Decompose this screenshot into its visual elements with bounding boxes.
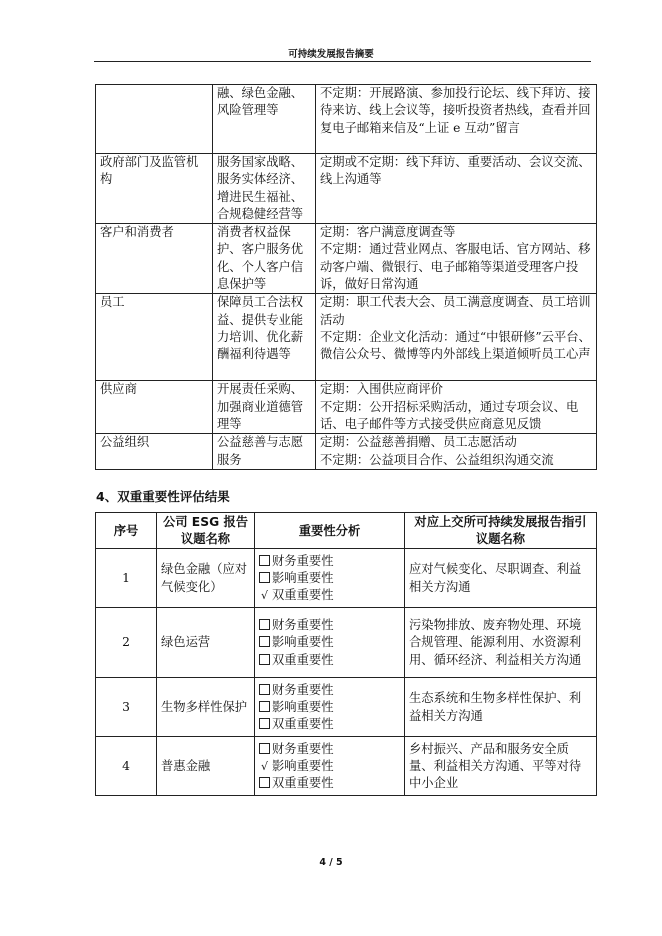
option-label: 财务重要性: [272, 741, 334, 756]
channel-line: 定期或不定期：线下拜访、重要活动、会议交流、线上沟通等: [320, 155, 591, 187]
channel-line: 不定期：开展路演、参加投行论坛、线下拜访、接待来访、线上会议等，接听投资者热线，查看并回复电子邮箱来信及“上证 e 互动”留言: [320, 86, 591, 135]
option-label: 财务重要性: [272, 618, 334, 633]
materiality-option: [259, 634, 400, 651]
header-no: 序号: [96, 513, 157, 549]
option-label: 财务重要性: [272, 553, 334, 568]
materiality-row: [96, 549, 597, 608]
empty-checkbox-icon: [259, 743, 270, 754]
channel-line: 定期：入围供应商评价: [320, 382, 443, 397]
topic-name: 绿色金融（应对气候变化）: [157, 549, 255, 608]
stakeholder-name: 客户和消费者: [96, 224, 213, 294]
page-number: 4 / 5: [319, 857, 343, 868]
materiality-option: [259, 587, 400, 604]
stakeholder-channels: [316, 85, 597, 154]
option-label: 双重重要性: [272, 588, 334, 603]
channel-line: 不定期：企业文化活动：通过“中银研修”云平台、微信公众号、微博等内外部线上渠道倾听员工心声: [320, 329, 591, 362]
stakeholder-name: 员工: [96, 294, 213, 381]
row-number: 1: [96, 549, 157, 608]
materiality-header-row: [96, 513, 597, 549]
stakeholder-focus: 服务国家战略、服务实体经济、增进民生福祉、合规稳健经营等: [213, 154, 316, 224]
materiality-row: [96, 678, 597, 737]
empty-checkbox-icon: [259, 701, 270, 712]
stakeholder-focus: 融、绿色金融、风险管理等: [213, 85, 316, 154]
empty-checkbox-icon: [259, 619, 270, 630]
materiality-option: [259, 682, 400, 699]
materiality-analysis: [255, 678, 405, 737]
materiality-option: [259, 716, 400, 733]
stakeholder-row: [96, 294, 597, 381]
stakeholder-channels: [316, 154, 597, 224]
option-label: 影响重要性: [272, 570, 334, 585]
channel-line: 定期：客户满意度调查等: [320, 225, 456, 240]
channel-line: 定期：职工代表大会、员工满意度调查、员工培训活动: [320, 295, 591, 327]
row-number: 3: [96, 678, 157, 737]
empty-checkbox-icon: [259, 636, 270, 647]
option-label: 双重重要性: [272, 717, 334, 732]
header-divider: [94, 61, 591, 62]
materiality-table: [95, 512, 597, 796]
empty-checkbox-icon: [259, 684, 270, 695]
option-label: 财务重要性: [272, 682, 334, 697]
materiality-analysis: [255, 737, 405, 796]
header-topic: 公司 ESG 报告议题名称: [157, 513, 255, 549]
channel-line: 不定期：通过营业网点、客服电话、官方网站、移动客户端、微银行、电子邮箱等渠道受理客户投诉，做好日常沟通: [320, 242, 591, 292]
option-label: 影响重要性: [272, 635, 334, 650]
option-label: 影响重要性: [272, 699, 334, 714]
guideline-topic: 污染物排放、废弃物处理、环境合规管理、能源利用、水资源利用、循环经济、利益相关方沟通: [405, 608, 597, 678]
header-analysis: 重要性分析: [255, 513, 405, 549]
option-label: 影响重要性: [272, 758, 334, 773]
topic-name: 生物多样性保护: [157, 678, 255, 737]
row-number: 4: [96, 737, 157, 796]
materiality-option: [259, 570, 400, 587]
guideline-topic: 生态系统和生物多样性保护、利益相关方沟通: [405, 678, 597, 737]
channel-line: 定期：公益慈善捐赠、员工志愿活动: [320, 435, 517, 450]
stakeholder-focus: 开展责任采购、加强商业道德管理等: [213, 381, 316, 434]
empty-checkbox-icon: [259, 654, 270, 665]
stakeholder-row: [96, 381, 597, 434]
stakeholder-channels: [316, 224, 597, 294]
option-label: 双重重要性: [272, 652, 334, 667]
materiality-option: [259, 741, 400, 758]
empty-checkbox-icon: [259, 777, 270, 788]
materiality-option: [259, 652, 400, 669]
stakeholder-focus: 保障员工合法权益、提供专业能力培训、优化薪酬福利待遇等: [213, 294, 316, 381]
stakeholder-focus: 消费者权益保护、客户服务优化、个人客户信息保护等: [213, 224, 316, 294]
empty-checkbox-icon: [259, 718, 270, 729]
materiality-option: [259, 617, 400, 634]
stakeholder-name: 政府部门及监管机构: [96, 154, 213, 224]
header-guideline: 对应上交所可持续发展报告指引议题名称: [405, 513, 597, 549]
guideline-topic: 应对气候变化、尽职调查、利益相关方沟通: [405, 549, 597, 608]
checkmark-icon: √: [260, 589, 268, 603]
materiality-option: [259, 775, 400, 792]
stakeholder-row: [96, 85, 597, 154]
stakeholder-name: 公益组织: [96, 434, 213, 470]
stakeholder-channels: [316, 434, 597, 470]
guideline-topic: 乡村振兴、产品和服务安全质量、利益相关方沟通、平等对待中小企业: [405, 737, 597, 796]
materiality-option: [259, 553, 400, 570]
topic-name: 绿色运营: [157, 608, 255, 678]
empty-checkbox-icon: [259, 572, 270, 583]
stakeholder-row: [96, 434, 597, 470]
materiality-row: [96, 608, 597, 678]
stakeholder-name: [96, 85, 213, 154]
page-header-title: 可持续发展报告摘要: [288, 49, 374, 60]
materiality-analysis: [255, 608, 405, 678]
section-heading: 4、双重重要性评估结果: [96, 489, 230, 504]
option-label: 双重重要性: [272, 776, 334, 791]
topic-name: 普惠金融: [157, 737, 255, 796]
stakeholder-channels: [316, 294, 597, 381]
materiality-row: [96, 737, 597, 796]
stakeholder-row: [96, 224, 597, 294]
empty-checkbox-icon: [259, 555, 270, 566]
materiality-option: [259, 758, 400, 775]
row-number: 2: [96, 608, 157, 678]
checkmark-icon: √: [260, 759, 268, 773]
stakeholder-channels: [316, 381, 597, 434]
materiality-option: [259, 699, 400, 716]
stakeholder-row: [96, 154, 597, 224]
channel-line: 不定期：公开招标采购活动，通过专项会议、电话、电子邮件等方式接受供应商意见反馈: [320, 399, 579, 431]
stakeholder-name: 供应商: [96, 381, 213, 434]
stakeholder-table: [95, 84, 597, 470]
channel-line: 不定期：公益项目合作、公益组织沟通交流: [320, 452, 554, 467]
materiality-analysis: [255, 549, 405, 608]
stakeholder-focus: 公益慈善与志愿服务: [213, 434, 316, 470]
